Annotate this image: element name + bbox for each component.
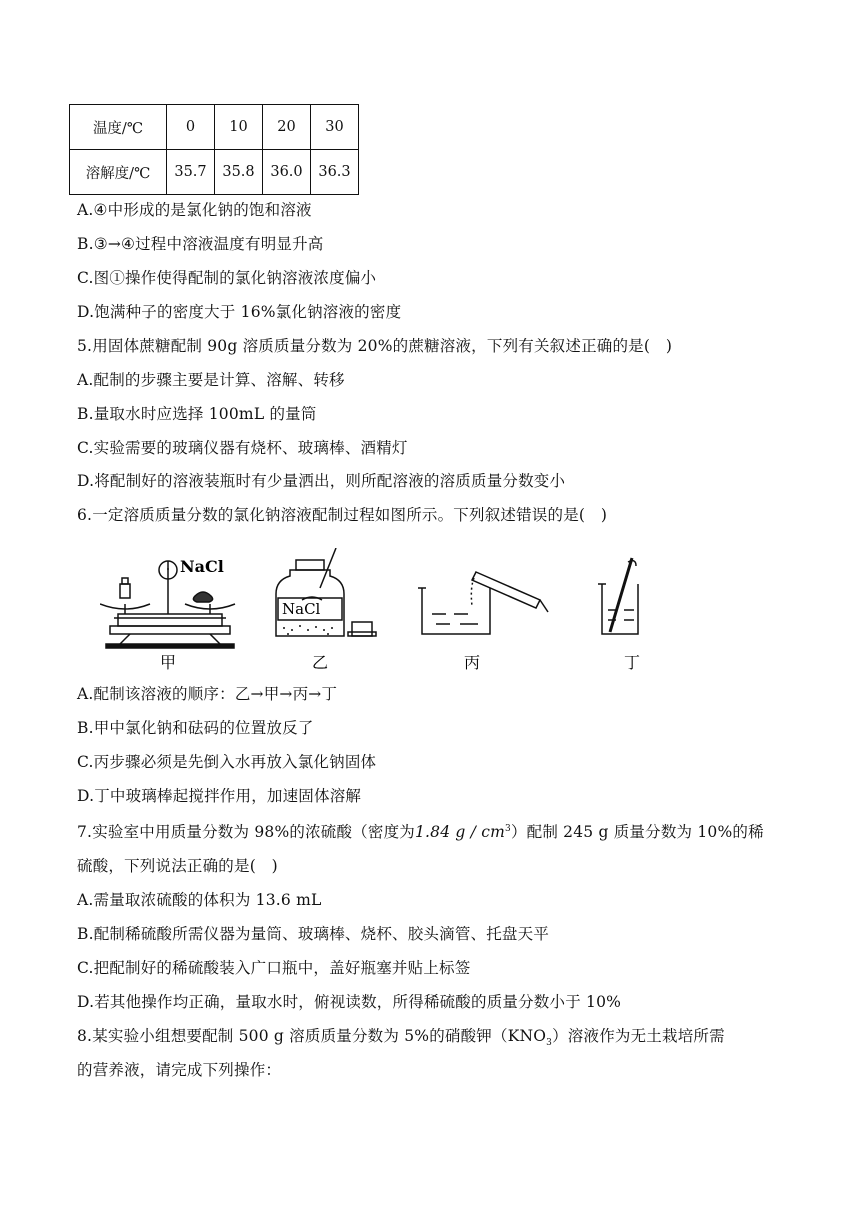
- superscript: 3: [505, 823, 511, 834]
- option-d: D.若其他操作均正确，量取水时，俯视读数，所得稀硫酸的质量分数小于 10%: [77, 993, 622, 1011]
- bottle-content-dots: [283, 625, 333, 635]
- table-cell: 30: [311, 105, 359, 150]
- option-a: A.④中形成的是氯化钠的饱和溶液: [77, 201, 312, 219]
- table-row: [70, 150, 359, 195]
- table-cell: 溶解度/℃: [70, 150, 167, 195]
- stirring-figure: [598, 558, 638, 634]
- question-6: 6.一定溶质质量分数的氯化钠溶液配制过程如图所示。下列叙述错误的是( ): [77, 506, 608, 524]
- table-cell: 20: [263, 105, 311, 150]
- option-a: A.需量取浓硫酸的体积为 13.6 mL: [77, 891, 322, 909]
- pouring-figure: [418, 572, 548, 634]
- figure-label-yi: 乙: [312, 653, 329, 672]
- option-c: C.图①操作使得配制的氯化钠溶液浓度偏小: [77, 269, 377, 287]
- option-b: B.③→④过程中溶液温度有明显升高: [77, 235, 324, 253]
- density-value: 1.84 g / cm: [414, 823, 505, 841]
- nacl-label-bottle: NaCl: [282, 600, 321, 618]
- text-segment: ）配制 245 g 质量分数为 10%的稀: [510, 823, 764, 841]
- text-segment: ）溶液作为无土栽培所需: [552, 1027, 725, 1045]
- subscript: 3: [546, 1038, 553, 1049]
- option-d: D.饱满种子的密度大于 16%氯化钠溶液的密度: [77, 303, 402, 321]
- formula: KNO: [507, 1027, 547, 1045]
- question-8-continued: 的营养液，请完成下列操作：: [77, 1061, 282, 1079]
- option-b: B.甲中氯化钠和砝码的位置放反了: [77, 719, 314, 737]
- option-c: C.实验需要的玻璃仪器有烧杯、玻璃棒、酒精灯: [77, 439, 408, 457]
- question-7: [77, 820, 764, 842]
- option-d: D.将配制好的溶液装瓶时有少量洒出，则所配溶液的溶质质量分数变小: [77, 472, 566, 490]
- option-b: B.配制稀硫酸所需仪器为量筒、玻璃棒、烧杯、胶头滴管、托盘天平: [77, 925, 550, 943]
- option-d: D.丁中玻璃棒起搅拌作用，加速固体溶解: [77, 787, 362, 805]
- table-cell: 温度/℃: [70, 105, 167, 150]
- figure-label-ding: 丁: [624, 653, 641, 672]
- text-segment: 7.实验室中用质量分数为 98%的浓硫酸（密度为: [77, 823, 415, 841]
- table-cell: 35.7: [167, 150, 215, 195]
- solubility-table: [69, 104, 359, 195]
- bottle-figure: [276, 548, 376, 636]
- option-a: A.配制该溶液的顺序：乙→甲→丙→丁: [77, 685, 338, 703]
- table-cell: 0: [167, 105, 215, 150]
- question-5: 5.用固体蔗糖配制 90g 溶质质量分数为 20%的蔗糖溶液，下列有关叙述正确的是( ): [77, 337, 673, 355]
- question-8: [77, 1024, 725, 1048]
- table-cell: 10: [215, 105, 263, 150]
- table-row: [70, 105, 359, 150]
- nacl-label-balance: NaCl: [180, 557, 224, 576]
- text-segment: 8.某实验小组想要配制 500 g 溶质质量分数为 5%的硝酸钾（: [77, 1027, 508, 1045]
- table-cell: 36.0: [263, 150, 311, 195]
- question-7-continued: 硫酸，下列说法正确的是( ): [77, 857, 278, 875]
- table-cell: 35.8: [215, 150, 263, 195]
- option-b: B.量取水时应选择 100mL 的量筒: [77, 405, 317, 423]
- option-a: A.配制的步骤主要是计算、溶解、转移: [77, 371, 345, 389]
- option-c: C.丙步骤必须是先倒入水再放入氯化钠固体: [77, 753, 377, 771]
- option-c: C.把配制好的稀硫酸装入广口瓶中，盖好瓶塞并贴上标签: [77, 959, 471, 977]
- figure-label-bing: 丙: [464, 653, 481, 672]
- table-cell: 36.3: [311, 150, 359, 195]
- experiment-figures: [100, 548, 700, 672]
- figure-label-jia: 甲: [160, 653, 177, 672]
